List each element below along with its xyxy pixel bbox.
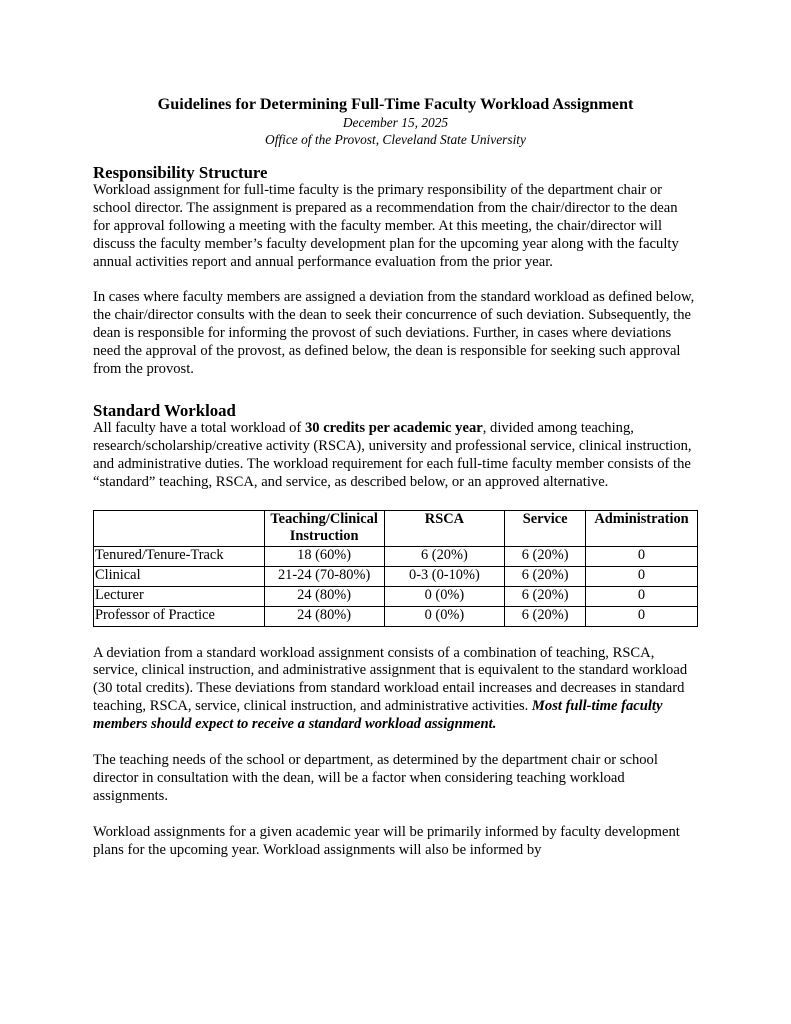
table-cell: 6 (20%) xyxy=(505,546,586,566)
workload-assignments-paragraph: Workload assignments for a given academic year will be primarily informed by faculty development plans for the upcoming year. Workload assignments will also be informed by xyxy=(93,823,680,858)
standard-credits-bold: 30 credits per academic year xyxy=(304,419,483,436)
table-cell: 6 (20%) xyxy=(384,546,505,566)
table-cell: 6 (20%) xyxy=(505,586,586,606)
standard-intro-text: All faculty have a total workload of xyxy=(93,419,305,436)
document-title: Guidelines for Determining Full-Time Faculty Workload Assignment xyxy=(157,95,634,113)
document-page xyxy=(93,95,698,859)
standard-workload-paragraph xyxy=(93,420,698,492)
deviation-emphasis: Most full-time faculty members should expect to receive a standard workload assignment. xyxy=(93,698,663,733)
document-date: December 15, 2025 xyxy=(342,115,449,130)
table-row xyxy=(94,546,698,566)
table-cell: 0 xyxy=(586,566,698,586)
table-row xyxy=(94,606,698,626)
table-cell: Tenured/Tenure-Track xyxy=(94,546,265,566)
document-office: Office of the Provost, Cleveland State University xyxy=(265,132,526,147)
table-cell: 6 (20%) xyxy=(505,566,586,586)
document-header xyxy=(93,95,698,148)
table-cell: 0 xyxy=(586,586,698,606)
teaching-needs-paragraph: The teaching needs of the school or department, as determined by the department chair or school director in consultation with the dean, will be a factor when considering teaching workload assignments. xyxy=(93,752,658,804)
table-cell: 24 (80%) xyxy=(264,606,384,626)
table-row xyxy=(94,586,698,606)
table-row xyxy=(94,566,698,586)
table-cell: Professor of Practice xyxy=(94,606,265,626)
table-cell: Lecturer xyxy=(94,586,265,606)
standard-intro-rest: , divided among teaching, research/scholarship/creative activity (RSCA), university and professional service, clinical instruction, and administrative duties. The workload requirement for each full-time faculty member consists of the “standard” teaching, RSCA, and service, as described below, or an approved alternative. xyxy=(93,419,692,490)
table-header-row xyxy=(94,510,698,546)
table-cell: 24 (80%) xyxy=(264,586,384,606)
table-cell: Clinical xyxy=(94,566,265,586)
table-cell: 0 (0%) xyxy=(384,606,505,626)
deviation-text: A deviation from a standard workload assignment consists of a combination of teaching, RSCA, service, clinical instruction, and administrative assignment that is equivalent to the standard workload (30 total credits). These deviations from standard workload entail increases and decreases in standard teaching, RSCA, service, clinical instruction, and administrative activities. xyxy=(93,644,688,715)
table-cell: 0 (0%) xyxy=(384,586,505,606)
responsibility-paragraph-2: In cases where faculty members are assigned a deviation from the standard workload as defined below, the chair/director consults with the dean to seek their concurrence of such deviation. Subsequently, the dean is responsible for informing the provost of such deviations. Further, in cases where deviations need the approval of the provost, as defined below, the dean is responsible for seeking such approval from the provost. xyxy=(93,289,695,378)
table-cell: 18 (60%) xyxy=(264,546,384,566)
deviation-paragraph xyxy=(93,645,698,735)
table-cell: 0 xyxy=(586,546,698,566)
table-header-cell: Teaching/Clinical Instruction xyxy=(264,510,384,546)
table-header-cell: RSCA xyxy=(384,510,505,546)
table-cell: 0-3 (0-10%) xyxy=(384,566,505,586)
table-header-cell: Administration xyxy=(586,510,698,546)
section-heading-standard-workload: Standard Workload xyxy=(93,400,236,420)
responsibility-paragraph-1: Workload assignment for full-time faculty is the primary responsibility of the department chair or school director. The assignment is prepared as a recommendation from the chair/director to the dean for approval following a meeting with the faculty member. At this meeting, the chair/director will discuss the faculty member’s faculty development plan for the upcoming year along with the faculty annual activities report and annual performance evaluation from the prior year. xyxy=(93,182,679,270)
table-header-cell: Service xyxy=(505,510,586,546)
section-heading-responsibility: Responsibility Structure xyxy=(93,163,268,182)
table-cell: 0 xyxy=(586,606,698,626)
table-cell: 6 (20%) xyxy=(505,606,586,626)
table-cell: 21-24 (70-80%) xyxy=(264,566,384,586)
workload-table xyxy=(93,510,698,627)
table-header-cell xyxy=(94,510,265,546)
